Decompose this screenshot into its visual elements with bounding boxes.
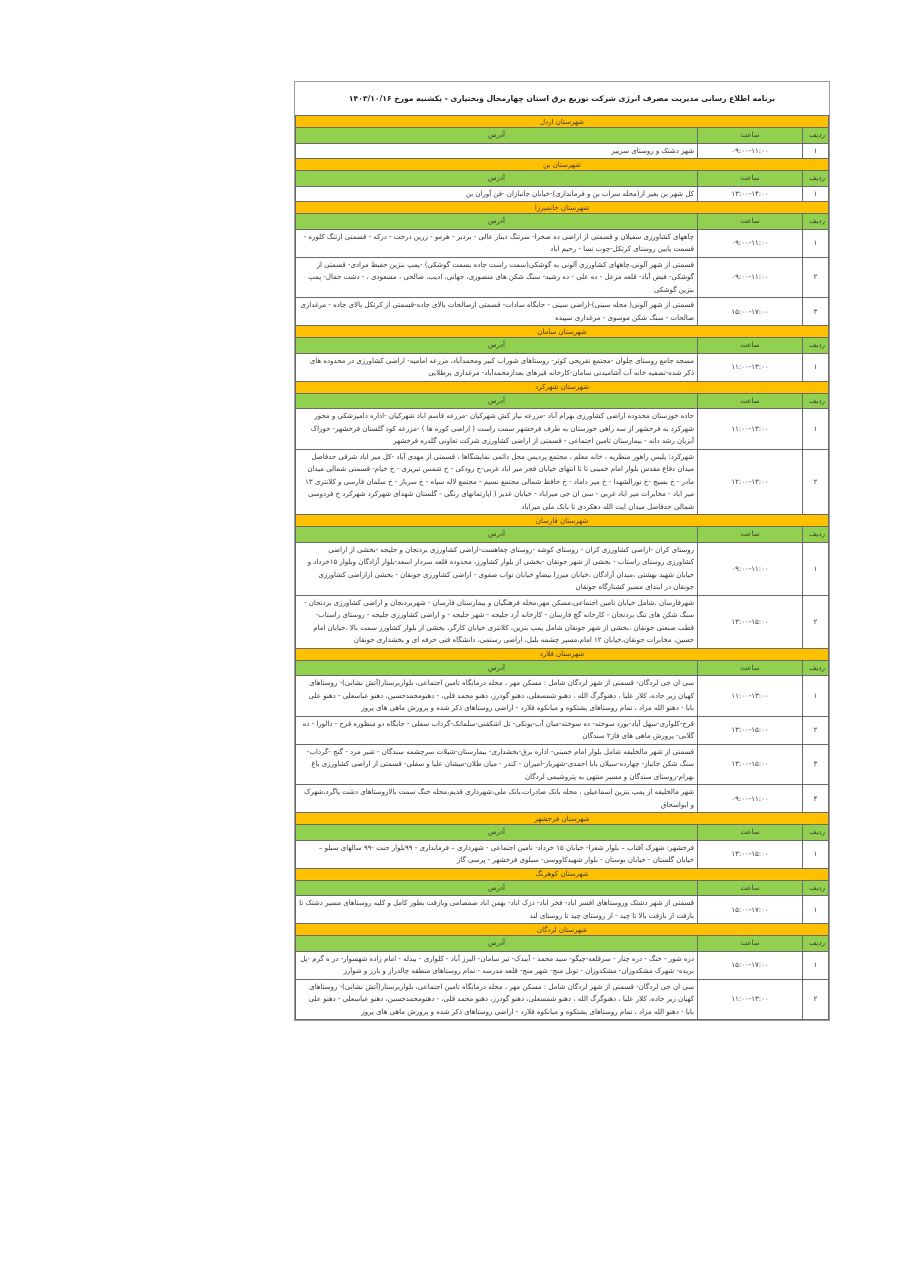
table-row xyxy=(296,542,829,595)
county-name: شهرستان بن xyxy=(296,159,829,171)
row-number: ۳ xyxy=(803,744,829,785)
column-header-row xyxy=(296,338,829,354)
column-header-row-number: ردیف xyxy=(803,128,829,144)
outage-time: ۰۹:۰۰-۱۱:۰۰ xyxy=(698,542,803,595)
table-row xyxy=(296,143,829,159)
column-header-time: ساعت xyxy=(698,936,803,952)
outage-time: ۱۱:۰۰-۱۳:۰۰ xyxy=(698,979,803,1020)
outage-address: مسجد جامع روستای چلوان -مجتمع تفریحی کوثر- روستاهای شوراب کبیر ومحمدآباد، مزرعه امامیه- اراضی کشاورزی در محدوده های ذکر شده-تصفیه خانه آب آشامیدنی سامان-کارخانه قیرهای بعدازمحمدآباد- مرغداری پرطلایی xyxy=(296,353,698,381)
column-header-row-number: ردیف xyxy=(803,214,829,230)
column-header-row-number: ردیف xyxy=(803,825,829,841)
outage-time: ۱۵:۰۰-۱۷:۰۰ xyxy=(698,298,803,326)
column-header-address: آدرس xyxy=(296,880,698,896)
column-header-row-number: ردیف xyxy=(803,880,829,896)
row-number: ۱ xyxy=(803,840,829,868)
outage-address: شهر مالخلیفه از پمپ بنزین اسماعیلی ، محله بانک صادرات،بانک ملی،شهرداری قدیم،محله خنگ سمت بالاروستاهای دشت پاگرد،شهرک و ابواسحاق xyxy=(296,785,698,813)
row-number: ۴ xyxy=(803,785,829,813)
county-name: شهرستان شهرکرد xyxy=(296,381,829,393)
county-name: شهرستان لردگان xyxy=(296,924,829,936)
table-row xyxy=(296,409,829,450)
outage-address: سی ان جی لردگان- قسمتی از شهر لردگان شامل : مسکن مهر ، محله درمانگاه تامین اجتماعی، بلواربرستار(آتش نشانی)- روستاهای کهیان زیر جاده، کلار علیا ، دهنوگرگ الله ، دهنو شمسعلی، دهنو گودرز، دهنو محمد قلی، - دهنومحمدحسین، دهنو عباسعلی - دهنو علی بابا - دهنو الله مراد ، تمام روستاهای پشتکوه و میانکوه فلارد - اراضی روستاهای ذکر شده و پرورش ماهی های پروز xyxy=(296,676,698,717)
column-header-row xyxy=(296,825,829,841)
county-name: شهرستان فارسان xyxy=(296,515,829,527)
column-header-address: آدرس xyxy=(296,171,698,187)
table-row xyxy=(296,785,829,813)
outage-address: کل شهر بن بغیر از(محله سراب بن و فرمانداری)-خیابان جانبازان -فن آوران بن xyxy=(296,186,698,202)
county-header-row xyxy=(296,515,829,527)
column-header-row xyxy=(296,527,829,543)
row-number: ۱ xyxy=(803,143,829,159)
column-header-time: ساعت xyxy=(698,214,803,230)
outage-address: جاده خوزستان محدوده اراضی کشاورزی بهرام آباد -مزرعه نیاز کش شهرکیان -مزرعه قاسم اباد شهرکیان -اداره دامپزشکی و محور شهرکرد به فرخشهر از سه راهی خوزستان به طرف فرخشهر سمت راست ( اراضی کوره ها ) -مزرعه کود گلستان فرخشهر- خوراک آبزیان رشد دانه - بیمارستان تامین اجتماعی - قسمتی از اراضی کشاورزی شرکت تعاونی گلدره فرخشهر xyxy=(296,409,698,450)
outage-time: ۱۳:۰۰-۱۵:۰۰ xyxy=(698,744,803,785)
county-name: شهرستان فرخشهر xyxy=(296,813,829,825)
outage-time: ۱۵:۰۰-۱۷:۰۰ xyxy=(698,896,803,924)
outage-schedule-sheet xyxy=(294,81,830,1021)
outage-address: دره شور - خنگ - دره چنار - سرقلعه-چیگو- سید محمد - آبیدک- تیر سامان- البرز آباد - کلواری - بیدله - امام زاده شهسوار- در ه گرم -پل بریده- شهرک مشکدوزان- مشکدوزان - تونل منج- شهر منج- قلعه مدرسه - تمام روستاهای منطقه چالدراز و بارز و شوارز xyxy=(296,951,698,979)
outage-address: شهرفارسان ،شامل خیابان تامین اجتماعی،مسکن مهر،محله فرهنگیان و بیمارستان فارسان - شهربردنجان و اراضی کشاورزی بردنجان - سنگ شکن های تنگ بردنجان - کارخانه گچ فارسان - کارخانه آرد جلیجه - شهر جلیجه - و اراضی کشاورزی جلیجه - روستای راستاب- قطب صنعتی جونقان ،بخشی از شهر جونقان شامل پمپ بنزین، کلانتری خیابان کارگر، بخشی از بلوار کشاورز سمت بالا ،خیابان امام حسین، مخابرات جونقان،خیابان ۱۲ امام،مسیر چشمه بلبل، اراضی رستمی، دانشگاه فنی حرفه ای و بخشداری جونقان xyxy=(296,595,698,648)
column-header-row xyxy=(296,936,829,952)
column-header-row-number: ردیف xyxy=(803,338,829,354)
row-number: ۳ xyxy=(803,298,829,326)
outage-address: قسمتی از شهر مالخلیفه شامل بلوار امام خمینی- اداره برق-بخشداری- بیمارستان-شیلات سرچشمه سندگان - شیر مرد - گنج -گرداب-سنگ شکن جانباز- چهارده-سیلان بابا احمدی-شهریار-امیران - کندر - میان طلان-میشان علیا و سفلی- قسمتی از اراضی کشاورزی باغ بهرام-روستای سندگان و مسیر منتهی به پتروشیمی لردگان xyxy=(296,744,698,785)
schedule-table xyxy=(295,82,829,1020)
table-row xyxy=(296,353,829,381)
outage-time: ۱۱:۰۰-۱۳:۰۰ xyxy=(698,676,803,717)
outage-address: شهرکرد: پلیس راهور منظریه ، خانه معلم ، مجتمع پردیس محل دائمی نمایشگاها ، قسمتی از مهدی آباد -کل میر اباد شرقی حدفاصل میدان دفاع مقدس بلوار امام خمینی تا تا انتهای خیابان فجر میر اباد غربی-خ رودکی - خ شمس تبریزی - خ خیام- قسمتی شمالی میدان مادر - خ بسیج -خ نورالشهدا - خ میر داماد - خ حافظ شمالی مجتمع نسیم - مجتمع لاله سپاه - خ سرباز - خ سلمان فارسی و کلانتری ۱۳ میر اباد - مخابرات میر اباد غربی - سی ان جی میراباد - خیابان غدیر ( اپارتمانهای رنگی - گلستان شهدای شهرکرد شهرکرد خ فردوسی شمالی حدفاصل میدان ایت الله دهکردی تا بانک ملی میراباد xyxy=(296,449,698,515)
county-name: شهرستان سامان xyxy=(296,326,829,338)
county-header-row xyxy=(296,813,829,825)
column-header-address: آدرس xyxy=(296,128,698,144)
column-header-address: آدرس xyxy=(296,527,698,543)
county-header-row xyxy=(296,648,829,660)
column-header-row-number: ردیف xyxy=(803,393,829,409)
outage-time: ۱۱:۰۰-۱۳:۰۰ xyxy=(698,353,803,381)
title-row xyxy=(296,82,829,116)
column-header-time: ساعت xyxy=(698,825,803,841)
schedule-body xyxy=(296,82,829,1020)
column-header-address: آدرس xyxy=(296,393,698,409)
table-row xyxy=(296,979,829,1020)
row-number: ۱ xyxy=(803,542,829,595)
county-header-row xyxy=(296,868,829,880)
row-number: ۱ xyxy=(803,186,829,202)
table-row xyxy=(296,744,829,785)
county-name: شهرستان فلارد xyxy=(296,648,829,660)
table-row xyxy=(296,716,829,744)
column-header-row-number: ردیف xyxy=(803,171,829,187)
outage-address: قرح-کلواری-سهل آباد-بورد سوخته- ده سوخته-میان آب-بونکی- تل اشکفتی-سلمانک-گرداب سفلی - جایگاه دو منظوره قرح - دالورا - ده گلابی- پرورش ماهی های فاز۲ سندگان xyxy=(296,716,698,744)
outage-address: شهر دشتک و روستای سرپیر xyxy=(296,143,698,159)
outage-time: ۱۳:۰۰-۱۵:۰۰ xyxy=(698,840,803,868)
page-title: برنامه اطلاع رسانی مدیریت مصرف انرژی شرکت توزیع برق استان چهارمحال وبختیاری - یکشنبه مورخ ۱۴۰۳/۱۰/۱۶ xyxy=(296,82,829,116)
county-header-row xyxy=(296,381,829,393)
outage-address: قسمتی از شهر آلونی،چاههای کشاورزی آلونی به گوشکی(سمت راست جاده بسمت گوشکی) -پمپ بنزین حفیظ مرادی- قسمتی از گوشکی- فیض آباد- قلعه مزعل - ده علی - ده رشید- سنگ شکن های منصوری، جهانی، ادیب، صالحی ، مسعودی ، - دشت جمال- پمپ بنزین گوشکی xyxy=(296,257,698,298)
outage-address: روستای کران -اراضی کشاورزی کران - روستای کوشه -روستای چغاهست-اراضی کشاورزی بردنجان و جلیجه -بخشی از اراضی کشاورزی روستای راستاب - بخشی از شهر جونقان -بخشی از بلوار کشاورز، محدوده قلعه سردار اسعد-بلوار آزادگان وبلوار ۱۵خرداد و خیابان شهید بهشتی ،میدان آزادگان ،خیابان میرزا بیضاو خیابان نواب صفوی - اراضی کشاورزی جونقان - بخشی ازاراضی کشاورزی جونقان در ابتدای مسیر کشتارگاه جونقان xyxy=(296,542,698,595)
table-row xyxy=(296,951,829,979)
row-number: ۱ xyxy=(803,951,829,979)
outage-time: ۱۲:۰۰-۱۳:۰۰ xyxy=(698,449,803,515)
outage-time: ۱۵:۰۰-۱۷:۰۰ xyxy=(698,951,803,979)
outage-time: ۱۳:۰۰-۱۴:۰۰ xyxy=(698,186,803,202)
column-header-row xyxy=(296,214,829,230)
column-header-time: ساعت xyxy=(698,128,803,144)
row-number: ۱ xyxy=(803,409,829,450)
table-row xyxy=(296,229,829,257)
table-row xyxy=(296,840,829,868)
row-number: ۱ xyxy=(803,676,829,717)
row-number: ۲ xyxy=(803,257,829,298)
county-name: شهرستان اردل xyxy=(296,116,829,128)
column-header-time: ساعت xyxy=(698,880,803,896)
column-header-row xyxy=(296,393,829,409)
row-number: ۲ xyxy=(803,979,829,1020)
outage-time: ۱۳:۰۰-۱۵:۰۰ xyxy=(698,716,803,744)
column-header-address: آدرس xyxy=(296,338,698,354)
outage-time: ۰۹:۰۰-۱۱:۰۰ xyxy=(698,785,803,813)
county-name: شهرستان کوهرنگ xyxy=(296,868,829,880)
county-header-row xyxy=(296,326,829,338)
table-row xyxy=(296,449,829,515)
column-header-row xyxy=(296,171,829,187)
table-row xyxy=(296,257,829,298)
column-header-time: ساعت xyxy=(698,171,803,187)
column-header-row-number: ردیف xyxy=(803,527,829,543)
column-header-address: آدرس xyxy=(296,214,698,230)
county-header-row xyxy=(296,159,829,171)
row-number: ۱ xyxy=(803,353,829,381)
column-header-row xyxy=(296,660,829,676)
outage-time: ۰۹:۰۰-۱۱:۰۰ xyxy=(698,143,803,159)
row-number: ۱ xyxy=(803,229,829,257)
county-name: شهرستان خانمیرزا xyxy=(296,202,829,214)
column-header-time: ساعت xyxy=(698,527,803,543)
county-header-row xyxy=(296,116,829,128)
outage-address: قسمتی از شهر دشتک وروستاهای افسر اباد- فخر اباد- دزک اباد- بهمن اباد صمصامی وبازفت بطور کامل و کلیه روستاهای مسیر دشتک تا بازفت از بازفت بالا تا چید - از روستای چید تا روستای لبد xyxy=(296,896,698,924)
outage-address: سی ان جی لردگان- قسمتی از شهر لردگان شامل : مسکن مهر ، محله درمانگاه تامین اجتماعی، بلواربرستار(آتش نشانی)- روستاهای کهیان زیر جاده، کلار علیا ، دهنوگرگ الله ، دهنو شمسعلی، دهنو گودرز، دهنو محمد قلی، - دهنومحمدحسین، دهنو عباسعلی - دهنو علی بابا - دهنو الله مراد ، تمام روستاهای پشتکوه و میانکوه فلارد - اراضی روستاهای ذکر شده و پرورش ماهی های پروز xyxy=(296,979,698,1020)
outage-address: فرخشهر: شهرک آفتاب – بلوار شعرا- خیابان ۱۵ خرداد- تامین اجتماعی - شهرداری – فرمانداری - ۹۹بلوار جنت -۹۹ سالهای سبلو – خیابان گلستان - خیابان بوستان - بلوار شهیدکاووسی- سبلوی فرخشهر - پرسی گاز xyxy=(296,840,698,868)
table-row xyxy=(296,676,829,717)
column-header-row xyxy=(296,880,829,896)
row-number: ۲ xyxy=(803,449,829,515)
table-row xyxy=(296,595,829,648)
column-header-address: آدرس xyxy=(296,825,698,841)
column-header-row-number: ردیف xyxy=(803,660,829,676)
row-number: ۲ xyxy=(803,716,829,744)
column-header-time: ساعت xyxy=(698,393,803,409)
outage-time: ۰۹:۰۰-۱۱:۰۰ xyxy=(698,229,803,257)
outage-time: ۱۱:۰۰-۱۳:۰۰ xyxy=(698,409,803,450)
outage-address: چاههای کشاورزی سفیلان و قسمتی از اراضی ده صحرا- سرتنگ دینار عالی - بردبر - هرمو - زرین درخت - درکه - قسمتی ازتنگ کلوره - قسمت پایین روستای کرتکل-چوب نسا - رحیم اباد xyxy=(296,229,698,257)
column-header-time: ساعت xyxy=(698,660,803,676)
row-number: ۱ xyxy=(803,896,829,924)
table-row xyxy=(296,186,829,202)
outage-address: قسمتی از شهر آلونی( محله سینی)-اراضی سینی - جایگاه سادات- قسمتی ازصالحات بالای جاده-قسمتی از کرتکل بالای جاده - مرغداری صالحات - سنگ شکن موسوی - مرغداری سپیده xyxy=(296,298,698,326)
outage-time: ۱۳:۰۰-۱۵:۰۰ xyxy=(698,595,803,648)
column-header-address: آدرس xyxy=(296,660,698,676)
column-header-address: آدرس xyxy=(296,936,698,952)
table-row xyxy=(296,298,829,326)
county-header-row xyxy=(296,202,829,214)
row-number: ۲ xyxy=(803,595,829,648)
table-row xyxy=(296,896,829,924)
column-header-row xyxy=(296,128,829,144)
column-header-row-number: ردیف xyxy=(803,936,829,952)
column-header-time: ساعت xyxy=(698,338,803,354)
outage-time: ۰۹:۰۰-۱۱:۰۰ xyxy=(698,257,803,298)
county-header-row xyxy=(296,924,829,936)
